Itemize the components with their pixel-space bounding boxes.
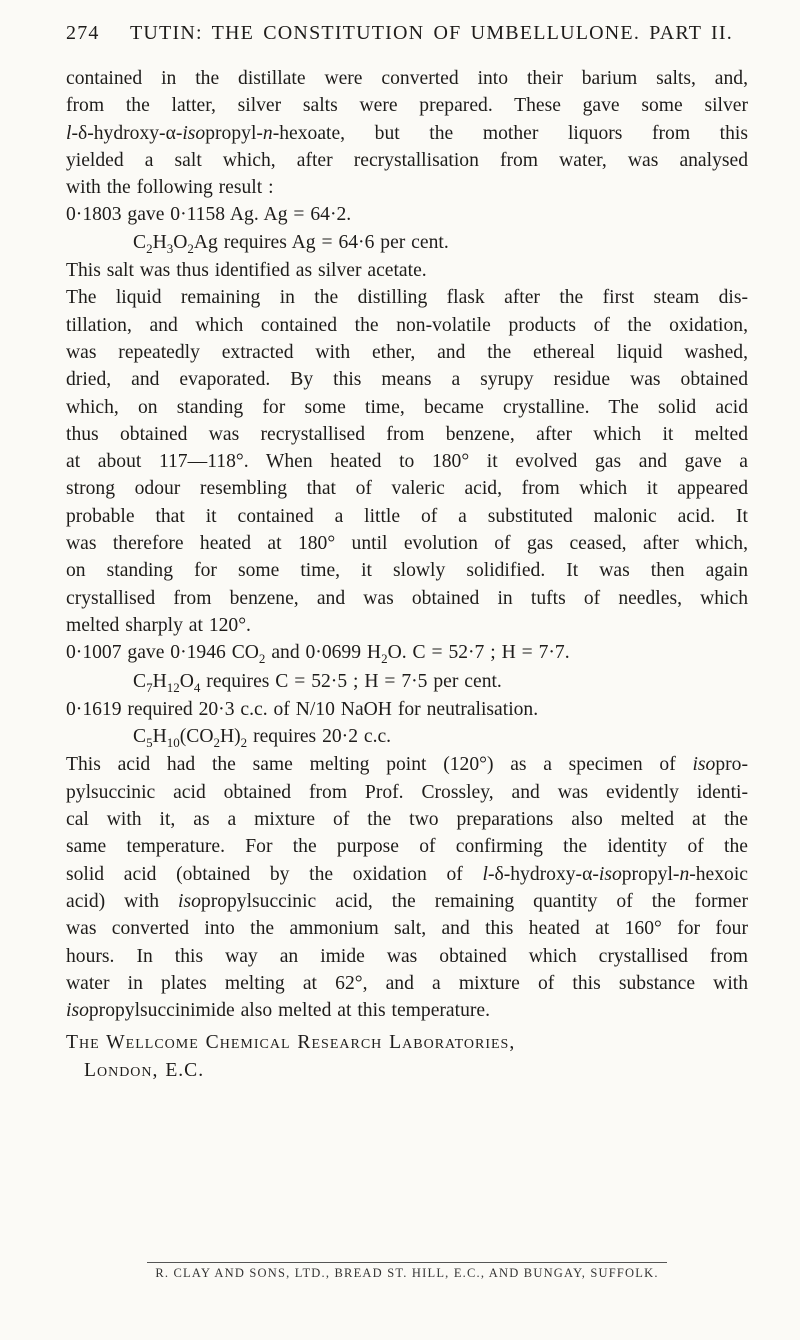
- page-number: 274: [66, 22, 100, 44]
- text-line: which, on standing for some time, became crystalline. The solid acid: [66, 396, 748, 418]
- titration-line: 0·1619 required 20·3 c.c. of N/10 NaOH for neutralisation.: [66, 698, 539, 720]
- address-line-2: London, E.C.: [84, 1059, 205, 1081]
- analysis-line-4: $C_7H_{12}O_4$ requires C = 52·5 ; H = 7·5 per cent.: [133, 670, 502, 695]
- text-line: hours. In this way an imide was obtained which crystallised from: [66, 945, 748, 967]
- text-line: l-δ-hydroxy-α-isopropyl-n-hexoate, but the mother liquors from this: [66, 122, 748, 144]
- text-line: from the latter, silver salts were prepared. These gave some silver: [66, 95, 748, 117]
- text-line: solid acid (obtained by the oxidation of l-δ-hydroxy-α-isopropyl-n-hexoic: [66, 863, 748, 885]
- running-header: [66, 22, 746, 52]
- paragraph-4: [66, 751, 748, 1024]
- text-line: thus obtained was recrystallised from benzene, after which it melted: [66, 423, 748, 445]
- text-line: strong odour resembling that of valeric acid, from which it appeared: [66, 478, 748, 500]
- text-line: yielded a salt which, after recrystallisation from water, was analysed: [66, 149, 748, 171]
- text-line: water in plates melting at 62°, and a mixture of this substance with: [66, 972, 748, 994]
- text-line: was therefore heated at 180° until evolution of gas ceased, after which,: [66, 533, 748, 555]
- text-line: was converted into the ammonium salt, and this heated at 160° for four: [66, 918, 748, 940]
- analysis-line-2: $C_2H_3O_2Ag$ requires Ag = 64·6 per cent.: [133, 231, 449, 256]
- text-line: isopropylsuccinimide also melted at this temperature.: [66, 1000, 490, 1022]
- text-line: acid) with isopropylsuccinic acid, the remaining quantity of the former: [66, 890, 748, 912]
- text-line: melted sharply at 120°.: [66, 614, 251, 636]
- printer-imprint: R. CLAY AND SONS, LTD., BREAD ST. HILL, E.C., AND BUNGAY, SUFFOLK.: [147, 1262, 667, 1281]
- paragraph-1: [66, 65, 748, 201]
- text-line: at about 117—118°. When heated to 180° it evolved gas and gave a: [66, 451, 748, 473]
- titration-requirement: $C_5H_{10}(CO_2H)_2$ requires 20·2 c.c.: [133, 726, 392, 751]
- text-line: contained in the distillate were converted into their barium salts, and,: [66, 68, 748, 89]
- article-body: [66, 65, 748, 1084]
- text-line: The liquid remaining in the distilling flask after the first steam dis-: [66, 287, 748, 309]
- text-line: same temperature. For the purpose of confirming the identity of the: [66, 836, 748, 858]
- text-line: crystallised from benzene, and was obtained in tufts of needles, which: [66, 587, 748, 609]
- text-line: pylsuccinic acid obtained from Prof. Crossley, and was evidently identi-: [66, 781, 748, 803]
- paragraph-2: This salt was thus identified as silver acetate.: [66, 260, 427, 282]
- paragraph-3: [66, 284, 748, 639]
- text-line: This acid had the same melting point (120°) as a specimen of isopro-: [66, 754, 748, 776]
- text-line: on standing for some time, it slowly solidified. It was then again: [66, 560, 748, 582]
- text-line: tillation, and which contained the non-volatile products of the oxidation,: [66, 314, 748, 336]
- text-line: probable that it contained a little of a substituted malonic acid. It: [66, 505, 748, 527]
- text-line: dried, and evaporated. By this means a syrupy residue was obtained: [66, 369, 748, 391]
- text-line: cal with it, as a mixture of the two preparations also melted at the: [66, 809, 748, 831]
- analysis-line-3: 0·1007 gave 0·1946 $CO_2$ and 0·0699 $H_2O$. C = 52·7 ; H = 7·7.: [66, 642, 570, 667]
- text-line: with the following result :: [66, 177, 274, 199]
- analysis-line-1: 0·1803 gave 0·1158 Ag. Ag = 64·2.: [66, 204, 352, 226]
- text-line: was repeatedly extracted with ether, and the ethereal liquid washed,: [66, 341, 748, 363]
- address-line-1: The Wellcome Chemical Research Laboratories,: [66, 1032, 516, 1054]
- running-title: TUTIN: THE CONSTITUTION OF UMBELLULONE. PART II.: [130, 22, 733, 44]
